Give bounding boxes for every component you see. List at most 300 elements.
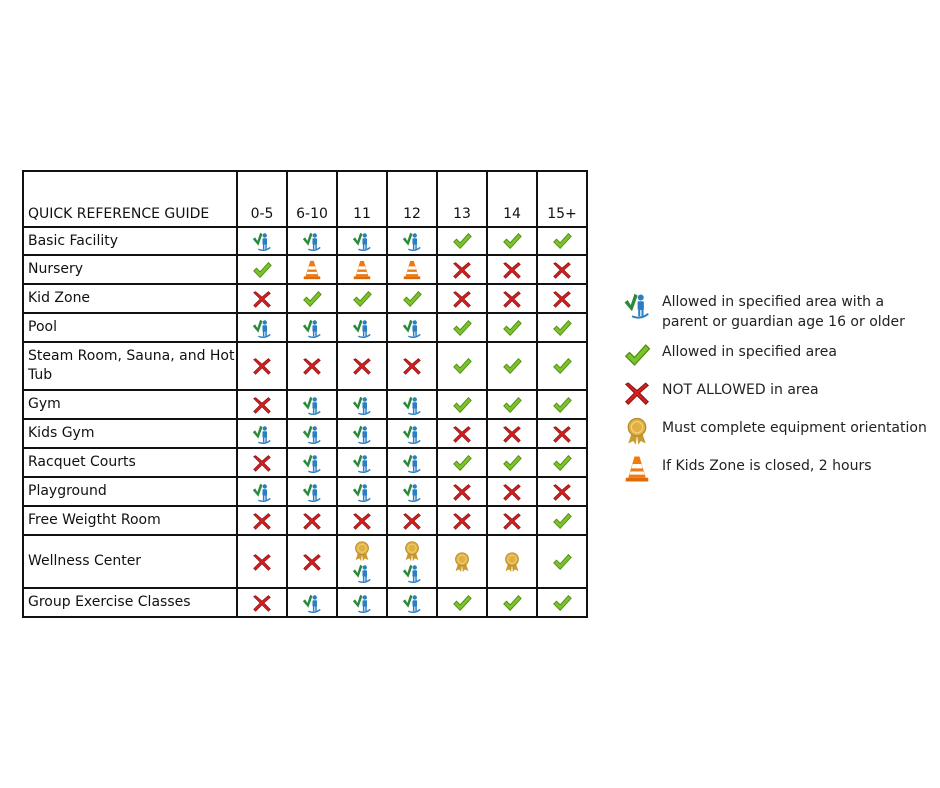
table-cell — [287, 284, 337, 313]
table-cell — [437, 227, 487, 255]
green-check-icon — [551, 452, 573, 474]
table-cell — [537, 390, 587, 419]
cell-icons — [488, 510, 536, 532]
parent-guardian-icon — [401, 317, 423, 339]
cell-icons — [488, 259, 536, 281]
cell-icons — [288, 394, 336, 416]
red-x-icon — [451, 259, 473, 281]
table-cell — [537, 419, 587, 448]
table-cell — [387, 506, 437, 535]
cell-icons — [238, 355, 286, 377]
row-label: Kids Gym — [23, 419, 237, 448]
table-cell — [337, 227, 387, 255]
parent-guardian-icon — [301, 481, 323, 503]
table-cell — [537, 342, 587, 390]
table-cell — [537, 535, 587, 588]
table-cell — [287, 477, 337, 506]
green-check-icon — [622, 340, 652, 370]
cell-icons — [438, 423, 486, 445]
parent-guardian-icon — [301, 452, 323, 474]
cell-icons — [288, 481, 336, 503]
cell-icons — [338, 423, 386, 445]
table-cell — [437, 313, 487, 342]
green-check-icon — [451, 592, 473, 614]
table-row — [23, 284, 587, 313]
cell-icons — [388, 423, 436, 445]
table-title: QUICK REFERENCE GUIDE — [23, 171, 237, 227]
cell-icons — [438, 317, 486, 339]
age-header: 11 — [337, 171, 387, 227]
cell-icons — [288, 259, 336, 281]
quick-reference-table — [22, 170, 588, 618]
cell-icons — [538, 423, 586, 445]
cell-icons — [288, 452, 336, 474]
cell-icons — [488, 317, 536, 339]
cell-icons — [538, 510, 586, 532]
table-cell — [237, 284, 287, 313]
red-x-icon — [451, 481, 473, 503]
table-cell — [387, 227, 437, 255]
parent-guardian-icon — [401, 230, 423, 252]
table-cell — [437, 477, 487, 506]
parent-guardian-icon — [401, 423, 423, 445]
row-label: Wellness Center — [23, 535, 237, 588]
table-cell — [337, 506, 387, 535]
table-cell — [437, 506, 487, 535]
table-cell — [487, 419, 537, 448]
row-label: Pool — [23, 313, 237, 342]
table-cell — [237, 313, 287, 342]
table-row — [23, 255, 587, 284]
table-cell — [487, 588, 537, 617]
table-row — [23, 477, 587, 506]
header-row — [23, 171, 587, 227]
cell-icons — [238, 230, 286, 252]
parent-guardian-icon — [351, 230, 373, 252]
parent-guardian-icon — [301, 423, 323, 445]
red-x-icon — [251, 452, 273, 474]
parent-guardian-icon — [401, 394, 423, 416]
cell-icons — [488, 551, 536, 573]
green-check-icon — [351, 288, 373, 310]
green-check-icon — [451, 317, 473, 339]
table-cell — [287, 227, 337, 255]
row-label: Steam Room, Sauna, and Hot Tub — [23, 342, 237, 390]
red-x-icon — [251, 592, 273, 614]
red-x-icon — [551, 423, 573, 445]
cell-icons — [438, 394, 486, 416]
table-row — [23, 588, 587, 617]
cell-icons — [388, 481, 436, 503]
cell-icons — [538, 551, 586, 573]
cell-icons — [338, 259, 386, 281]
legend-item — [622, 378, 932, 408]
table-row — [23, 313, 587, 342]
cell-icons — [288, 355, 336, 377]
cell-icons — [338, 317, 386, 339]
cell-icons — [238, 288, 286, 310]
table-cell — [287, 390, 337, 419]
parent-guardian-icon — [351, 423, 373, 445]
table-cell — [437, 588, 487, 617]
cell-icons — [288, 230, 336, 252]
table-cell — [487, 390, 537, 419]
table-cell — [487, 535, 537, 588]
table-cell — [287, 506, 337, 535]
cell-icons — [338, 481, 386, 503]
table-cell — [487, 477, 537, 506]
traffic-cone-icon — [351, 259, 373, 281]
table-cell — [237, 255, 287, 284]
cell-icons — [238, 317, 286, 339]
cell-icons — [288, 510, 336, 532]
table-cell — [387, 284, 437, 313]
cell-icons — [338, 394, 386, 416]
green-check-icon — [551, 551, 573, 573]
parent-guardian-icon — [301, 317, 323, 339]
red-x-icon — [251, 394, 273, 416]
parent-guardian-icon — [301, 394, 323, 416]
cell-icons — [488, 452, 536, 474]
cell-icons — [338, 355, 386, 377]
parent-guardian-icon — [351, 452, 373, 474]
legend-text: If Kids Zone is closed, 2 hours — [662, 458, 872, 474]
green-check-icon — [501, 394, 523, 416]
cell-icons — [238, 592, 286, 614]
cell-icons — [438, 481, 486, 503]
legend-item — [622, 454, 932, 484]
table-cell — [237, 390, 287, 419]
cell-icons — [338, 510, 386, 532]
cell-icons — [488, 394, 536, 416]
parent-guardian-icon — [251, 481, 273, 503]
cell-icons — [238, 394, 286, 416]
cell-icons — [238, 452, 286, 474]
cell-icons — [388, 230, 436, 252]
cell-icons — [538, 592, 586, 614]
red-x-icon — [551, 259, 573, 281]
table-cell — [237, 477, 287, 506]
traffic-cone-icon — [622, 454, 652, 484]
red-x-icon — [622, 378, 652, 408]
cell-icons — [288, 317, 336, 339]
cell-icons — [338, 592, 386, 614]
table-cell — [437, 535, 487, 588]
age-header: 13 — [437, 171, 487, 227]
table-row — [23, 419, 587, 448]
cell-icons — [238, 259, 286, 281]
legend-text: Must complete equipment orientation — [662, 420, 927, 436]
legend-item — [622, 290, 932, 332]
table-cell — [337, 535, 387, 588]
table-cell — [387, 535, 437, 588]
table-cell — [537, 477, 587, 506]
table-row — [23, 535, 587, 588]
orientation-medal-icon — [351, 540, 373, 562]
cell-icons — [388, 355, 436, 377]
red-x-icon — [401, 355, 423, 377]
red-x-icon — [301, 355, 323, 377]
red-x-icon — [251, 355, 273, 377]
table-cell — [387, 419, 437, 448]
parent-guardian-icon — [301, 230, 323, 252]
table-cell — [287, 535, 337, 588]
green-check-icon — [551, 394, 573, 416]
orientation-medal-icon — [401, 540, 423, 562]
red-x-icon — [501, 423, 523, 445]
table-cell — [287, 313, 337, 342]
cell-icons — [338, 230, 386, 252]
table-cell — [337, 313, 387, 342]
parent-guardian-icon — [251, 317, 273, 339]
table-cell — [237, 535, 287, 588]
parent-guardian-icon — [401, 452, 423, 474]
green-check-icon — [501, 592, 523, 614]
green-check-icon — [251, 259, 273, 281]
table-cell — [537, 448, 587, 477]
age-header: 0-5 — [237, 171, 287, 227]
cell-icons — [488, 592, 536, 614]
cell-icons — [238, 481, 286, 503]
table-cell — [537, 506, 587, 535]
table-cell — [437, 342, 487, 390]
cell-icons — [438, 230, 486, 252]
row-label: Gym — [23, 390, 237, 419]
cell-icons — [538, 355, 586, 377]
cell-icons — [538, 259, 586, 281]
table-cell — [537, 313, 587, 342]
green-check-icon — [551, 355, 573, 377]
cell-icons — [488, 288, 536, 310]
red-x-icon — [251, 288, 273, 310]
table-cell — [337, 419, 387, 448]
cell-icons — [238, 510, 286, 532]
green-check-icon — [301, 288, 323, 310]
parent-guardian-icon — [351, 317, 373, 339]
table-cell — [487, 448, 537, 477]
parent-guardian-icon — [401, 481, 423, 503]
red-x-icon — [301, 510, 323, 532]
cell-icons — [538, 288, 586, 310]
table-row — [23, 506, 587, 535]
parent-guardian-icon — [351, 481, 373, 503]
table-cell — [437, 448, 487, 477]
cell-icons — [438, 259, 486, 281]
orientation-medal-icon — [451, 551, 473, 573]
cell-icons — [438, 592, 486, 614]
table-cell — [487, 227, 537, 255]
legend-item — [622, 416, 932, 446]
row-label: Group Exercise Classes — [23, 588, 237, 617]
table-cell — [387, 255, 437, 284]
cell-icons — [388, 510, 436, 532]
table-cell — [287, 255, 337, 284]
red-x-icon — [501, 288, 523, 310]
table-cell — [237, 506, 287, 535]
parent-guardian-icon — [251, 230, 273, 252]
table-cell — [337, 342, 387, 390]
green-check-icon — [551, 592, 573, 614]
table-cell — [437, 255, 487, 284]
traffic-cone-icon — [301, 259, 323, 281]
green-check-icon — [451, 355, 473, 377]
green-check-icon — [551, 230, 573, 252]
cell-icons — [388, 592, 436, 614]
table-cell — [487, 506, 537, 535]
table-row — [23, 227, 587, 255]
table-cell — [387, 448, 437, 477]
table-cell — [237, 227, 287, 255]
red-x-icon — [351, 510, 373, 532]
cell-icons — [288, 592, 336, 614]
cell-icons — [388, 317, 436, 339]
row-label: Free Weigtht Room — [23, 506, 237, 535]
cell-icons — [438, 551, 486, 573]
age-header: 12 — [387, 171, 437, 227]
green-check-icon — [401, 288, 423, 310]
green-check-icon — [501, 317, 523, 339]
red-x-icon — [401, 510, 423, 532]
table-cell — [237, 448, 287, 477]
table-cell — [387, 588, 437, 617]
table-cell — [437, 419, 487, 448]
legend-text: NOT ALLOWED in area — [662, 382, 819, 398]
cell-icons — [238, 423, 286, 445]
table-row — [23, 342, 587, 390]
green-check-icon — [501, 230, 523, 252]
table-cell — [237, 419, 287, 448]
cell-icons — [388, 288, 436, 310]
green-check-icon — [501, 452, 523, 474]
cell-icons — [538, 394, 586, 416]
cell-icons — [438, 452, 486, 474]
cell-icons — [338, 452, 386, 474]
table-cell — [287, 419, 337, 448]
age-header: 14 — [487, 171, 537, 227]
row-label: Kid Zone — [23, 284, 237, 313]
table-cell — [337, 284, 387, 313]
cell-icons — [388, 259, 436, 281]
green-check-icon — [451, 394, 473, 416]
parent-guardian-icon — [401, 592, 423, 614]
legend-text: Allowed in specified area — [662, 344, 837, 360]
red-x-icon — [451, 510, 473, 532]
red-x-icon — [501, 510, 523, 532]
table-cell — [487, 313, 537, 342]
red-x-icon — [451, 288, 473, 310]
red-x-icon — [251, 551, 273, 573]
table-cell — [537, 284, 587, 313]
parent-guardian-icon — [351, 562, 373, 584]
table-cell — [437, 390, 487, 419]
row-label: Basic Facility — [23, 227, 237, 255]
cell-icons — [438, 355, 486, 377]
cell-icons — [488, 355, 536, 377]
table-cell — [337, 448, 387, 477]
cell-icons — [338, 540, 386, 584]
cell-icons — [438, 288, 486, 310]
cell-icons — [388, 540, 436, 584]
parent-guardian-icon — [622, 290, 652, 320]
red-x-icon — [551, 481, 573, 503]
cell-icons — [388, 394, 436, 416]
cell-icons — [288, 423, 336, 445]
table-cell — [387, 342, 437, 390]
row-label: Racquet Courts — [23, 448, 237, 477]
green-check-icon — [451, 230, 473, 252]
cell-icons — [488, 481, 536, 503]
table-cell — [537, 227, 587, 255]
table-cell — [287, 448, 337, 477]
row-label: Nursery — [23, 255, 237, 284]
table-cell — [487, 255, 537, 284]
parent-guardian-icon — [351, 592, 373, 614]
orientation-medal-icon — [622, 416, 652, 446]
red-x-icon — [551, 288, 573, 310]
red-x-icon — [351, 355, 373, 377]
table-cell — [237, 588, 287, 617]
cell-icons — [238, 551, 286, 573]
table-row — [23, 390, 587, 419]
cell-icons — [488, 423, 536, 445]
table-cell — [337, 390, 387, 419]
table-cell — [537, 588, 587, 617]
table-cell — [387, 477, 437, 506]
legend — [622, 290, 932, 492]
cell-icons — [438, 510, 486, 532]
legend-item — [622, 340, 932, 370]
cell-icons — [288, 551, 336, 573]
table-row — [23, 448, 587, 477]
table-cell — [337, 477, 387, 506]
cell-icons — [538, 317, 586, 339]
green-check-icon — [501, 355, 523, 377]
red-x-icon — [451, 423, 473, 445]
table-cell — [337, 255, 387, 284]
cell-icons — [538, 481, 586, 503]
green-check-icon — [551, 510, 573, 532]
cell-icons — [288, 288, 336, 310]
legend-text: Allowed in specified area with a parent or guardian age 16 or older — [662, 294, 905, 330]
parent-guardian-icon — [251, 423, 273, 445]
table-cell — [237, 342, 287, 390]
cell-icons — [388, 452, 436, 474]
parent-guardian-icon — [401, 562, 423, 584]
table-cell — [437, 284, 487, 313]
red-x-icon — [501, 481, 523, 503]
green-check-icon — [451, 452, 473, 474]
traffic-cone-icon — [401, 259, 423, 281]
orientation-medal-icon — [501, 551, 523, 573]
age-header: 6-10 — [287, 171, 337, 227]
red-x-icon — [251, 510, 273, 532]
table-cell — [387, 313, 437, 342]
red-x-icon — [301, 551, 323, 573]
table-cell — [487, 342, 537, 390]
cell-icons — [488, 230, 536, 252]
table-cell — [537, 255, 587, 284]
table-cell — [287, 588, 337, 617]
cell-icons — [338, 288, 386, 310]
table-cell — [387, 390, 437, 419]
red-x-icon — [501, 259, 523, 281]
table-cell — [337, 588, 387, 617]
age-header: 15+ — [537, 171, 587, 227]
cell-icons — [538, 230, 586, 252]
parent-guardian-icon — [351, 394, 373, 416]
table-cell — [487, 284, 537, 313]
green-check-icon — [551, 317, 573, 339]
